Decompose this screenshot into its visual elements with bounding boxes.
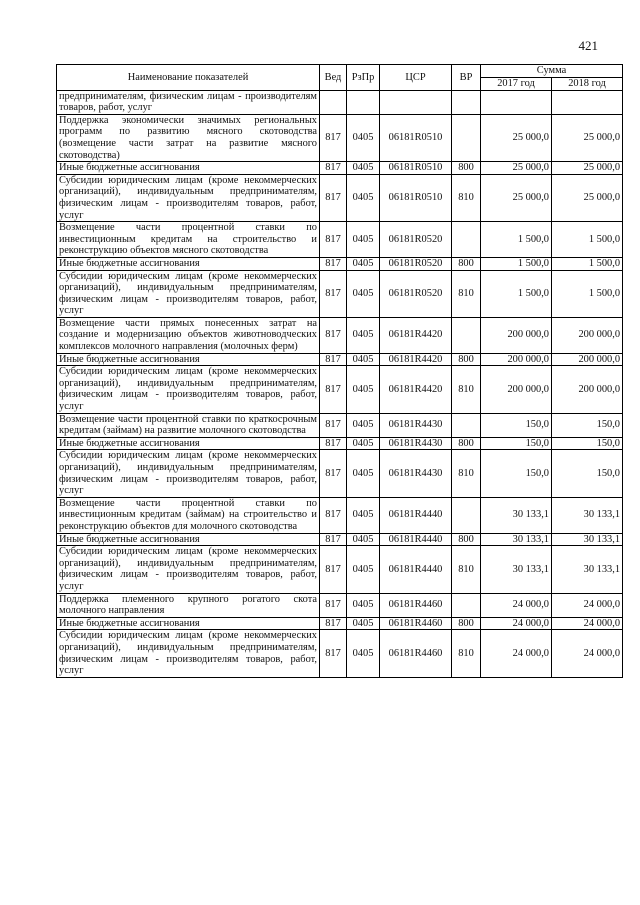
- header-csr: ЦСР: [380, 65, 452, 91]
- table-row: [57, 257, 623, 270]
- header-sum: Сумма: [481, 65, 623, 78]
- row-vr: [452, 222, 481, 258]
- row-name: Поддержка экономически значимых региональных программ по развитию мясного скотоводства (возмещение части затрат на развитие мясного скотоводства): [57, 114, 320, 161]
- row-csr: 06181R4420: [380, 366, 452, 413]
- row-sum-2018: 24 000,0: [552, 593, 623, 617]
- table-row: [57, 353, 623, 366]
- row-csr: 06181R0510: [380, 114, 452, 161]
- row-rzpr: 0405: [347, 533, 380, 546]
- row-csr: 06181R0520: [380, 270, 452, 317]
- row-sum-2018: 24 000,0: [552, 617, 623, 630]
- row-ved: 817: [320, 366, 347, 413]
- table-row: [57, 90, 623, 114]
- row-rzpr: 0405: [347, 617, 380, 630]
- row-rzpr: 0405: [347, 257, 380, 270]
- row-sum-2018: 1 500,0: [552, 270, 623, 317]
- row-sum-2018: 30 133,1: [552, 533, 623, 546]
- header-ved: Вед: [320, 65, 347, 91]
- table-row: [57, 366, 623, 413]
- table-row: [57, 497, 623, 533]
- row-rzpr: 0405: [347, 437, 380, 450]
- row-ved: 817: [320, 450, 347, 497]
- row-csr: 06181R4420: [380, 353, 452, 366]
- row-sum-2018: 30 133,1: [552, 497, 623, 533]
- row-sum-2017: 25 000,0: [481, 162, 552, 175]
- row-sum-2017: 1 500,0: [481, 257, 552, 270]
- row-ved: 817: [320, 413, 347, 437]
- row-name: Субсидии юридическим лицам (кроме некоммерческих организаций), индивидуальным предпринимателям, физическим лицам - производителям товаров, работ, услуг: [57, 630, 320, 677]
- row-ved: 817: [320, 497, 347, 533]
- row-ved: 817: [320, 630, 347, 677]
- row-sum-2017: [481, 90, 552, 114]
- row-rzpr: 0405: [347, 114, 380, 161]
- row-sum-2018: 1 500,0: [552, 257, 623, 270]
- row-csr: 06181R4440: [380, 546, 452, 593]
- row-ved: 817: [320, 617, 347, 630]
- row-sum-2017: 200 000,0: [481, 366, 552, 413]
- row-vr: [452, 497, 481, 533]
- row-ved: 817: [320, 174, 347, 221]
- row-ved: 817: [320, 114, 347, 161]
- table-row: [57, 114, 623, 161]
- row-vr: [452, 413, 481, 437]
- row-name: Возмещение части прямых понесенных затрат на создание и модернизацию объектов животноводческих комплексов молочного направления (молочных ферм): [57, 317, 320, 353]
- row-sum-2017: 25 000,0: [481, 174, 552, 221]
- row-sum-2018: 30 133,1: [552, 546, 623, 593]
- row-sum-2017: 25 000,0: [481, 114, 552, 161]
- table-row: [57, 450, 623, 497]
- row-csr: 06181R0510: [380, 174, 452, 221]
- table-row: [57, 617, 623, 630]
- row-sum-2017: 1 500,0: [481, 270, 552, 317]
- row-rzpr: 0405: [347, 174, 380, 221]
- row-sum-2017: 1 500,0: [481, 222, 552, 258]
- row-rzpr: 0405: [347, 546, 380, 593]
- row-sum-2018: 200 000,0: [552, 317, 623, 353]
- row-sum-2017: 150,0: [481, 413, 552, 437]
- row-vr: [452, 90, 481, 114]
- row-ved: 817: [320, 270, 347, 317]
- row-sum-2017: 24 000,0: [481, 617, 552, 630]
- row-vr: 810: [452, 450, 481, 497]
- row-sum-2018: 200 000,0: [552, 366, 623, 413]
- row-sum-2018: 150,0: [552, 450, 623, 497]
- header-name: Наименование показателей: [57, 65, 320, 91]
- row-sum-2018: 25 000,0: [552, 162, 623, 175]
- row-sum-2017: 150,0: [481, 450, 552, 497]
- row-csr: 06181R4460: [380, 593, 452, 617]
- row-name: Иные бюджетные ассигнования: [57, 353, 320, 366]
- row-ved: 817: [320, 593, 347, 617]
- table-row: [57, 174, 623, 221]
- header-rzpr: РзПр: [347, 65, 380, 91]
- row-vr: 800: [452, 437, 481, 450]
- row-csr: 06181R4430: [380, 413, 452, 437]
- row-ved: 817: [320, 533, 347, 546]
- row-name: Иные бюджетные ассигнования: [57, 617, 320, 630]
- row-sum-2018: 25 000,0: [552, 114, 623, 161]
- row-rzpr: 0405: [347, 630, 380, 677]
- table-row: [57, 437, 623, 450]
- row-ved: 817: [320, 317, 347, 353]
- table-row: [57, 222, 623, 258]
- row-rzpr: 0405: [347, 413, 380, 437]
- table-row: [57, 162, 623, 175]
- table-row: [57, 546, 623, 593]
- row-csr: 06181R4440: [380, 533, 452, 546]
- row-rzpr: 0405: [347, 317, 380, 353]
- page-number: 421: [578, 38, 598, 53]
- row-csr: 06181R4460: [380, 630, 452, 677]
- row-vr: 800: [452, 617, 481, 630]
- row-sum-2017: 200 000,0: [481, 353, 552, 366]
- row-sum-2018: 25 000,0: [552, 174, 623, 221]
- table-row: [57, 630, 623, 677]
- row-name: Субсидии юридическим лицам (кроме некоммерческих организаций), индивидуальным предпринимателям, физическим лицам - производителям товаров, работ, услуг: [57, 450, 320, 497]
- row-vr: 800: [452, 353, 481, 366]
- row-vr: [452, 317, 481, 353]
- row-rzpr: 0405: [347, 593, 380, 617]
- row-csr: 06181R4460: [380, 617, 452, 630]
- row-ved: [320, 90, 347, 114]
- row-sum-2017: 30 133,1: [481, 497, 552, 533]
- budget-table: [56, 64, 623, 678]
- row-sum-2017: 30 133,1: [481, 546, 552, 593]
- row-name: Возмещение части процентной ставки по инвестиционным кредитам (займам) на строительство и реконструкцию объектов для молочного скотоводства: [57, 497, 320, 533]
- row-rzpr: 0405: [347, 497, 380, 533]
- table-row: [57, 270, 623, 317]
- row-vr: 800: [452, 257, 481, 270]
- row-ved: 817: [320, 257, 347, 270]
- row-rzpr: 0405: [347, 222, 380, 258]
- row-csr: [380, 90, 452, 114]
- row-name: Субсидии юридическим лицам (кроме некоммерческих организаций), индивидуальным предпринимателям, физическим лицам - производителям товаров, работ, услуг: [57, 366, 320, 413]
- header-year-2017: 2017 год: [481, 77, 552, 90]
- row-name: Иные бюджетные ассигнования: [57, 162, 320, 175]
- row-ved: 817: [320, 546, 347, 593]
- row-rzpr: [347, 90, 380, 114]
- row-vr: 810: [452, 174, 481, 221]
- row-rzpr: 0405: [347, 270, 380, 317]
- row-sum-2018: 150,0: [552, 413, 623, 437]
- table-row: [57, 593, 623, 617]
- row-name: Субсидии юридическим лицам (кроме некоммерческих организаций), индивидуальным предпринимателям, физическим лицам - производителям товаров, работ, услуг: [57, 270, 320, 317]
- row-sum-2017: 24 000,0: [481, 593, 552, 617]
- row-csr: 06181R0520: [380, 222, 452, 258]
- table-row: [57, 413, 623, 437]
- header-vr: ВР: [452, 65, 481, 91]
- row-sum-2018: [552, 90, 623, 114]
- row-name: Субсидии юридическим лицам (кроме некоммерческих организаций), индивидуальным предпринимателям, физическим лицам - производителям товаров, работ, услуг: [57, 174, 320, 221]
- row-rzpr: 0405: [347, 353, 380, 366]
- row-sum-2018: 24 000,0: [552, 630, 623, 677]
- row-sum-2017: 30 133,1: [481, 533, 552, 546]
- row-ved: 817: [320, 437, 347, 450]
- row-csr: 06181R0520: [380, 257, 452, 270]
- row-ved: 817: [320, 222, 347, 258]
- row-rzpr: 0405: [347, 450, 380, 497]
- table-row: [57, 317, 623, 353]
- row-vr: 810: [452, 270, 481, 317]
- header-year-2018: 2018 год: [552, 77, 623, 90]
- row-csr: 06181R4430: [380, 450, 452, 497]
- row-vr: 800: [452, 162, 481, 175]
- row-name: Иные бюджетные ассигнования: [57, 437, 320, 450]
- table-body: [57, 90, 623, 677]
- row-name: Иные бюджетные ассигнования: [57, 257, 320, 270]
- row-name: предпринимателям, физическим лицам - производителям товаров, работ, услуг: [57, 90, 320, 114]
- row-sum-2017: 200 000,0: [481, 317, 552, 353]
- row-vr: 810: [452, 366, 481, 413]
- row-name: Субсидии юридическим лицам (кроме некоммерческих организаций), индивидуальным предпринимателям, физическим лицам - производителям товаров, работ, услуг: [57, 546, 320, 593]
- row-sum-2018: 200 000,0: [552, 353, 623, 366]
- row-csr: 06181R4440: [380, 497, 452, 533]
- row-csr: 06181R0510: [380, 162, 452, 175]
- row-ved: 817: [320, 353, 347, 366]
- row-csr: 06181R4420: [380, 317, 452, 353]
- row-rzpr: 0405: [347, 162, 380, 175]
- row-vr: 800: [452, 533, 481, 546]
- row-name: Поддержка племенного крупного рогатого скота молочного направления: [57, 593, 320, 617]
- row-vr: [452, 593, 481, 617]
- row-vr: [452, 114, 481, 161]
- row-sum-2017: 24 000,0: [481, 630, 552, 677]
- row-ved: 817: [320, 162, 347, 175]
- row-sum-2018: 150,0: [552, 437, 623, 450]
- row-name: Возмещение части процентной ставки по краткосрочным кредитам (займам) на развитие молочного скотоводства: [57, 413, 320, 437]
- table-row: [57, 533, 623, 546]
- row-csr: 06181R4430: [380, 437, 452, 450]
- row-sum-2018: 1 500,0: [552, 222, 623, 258]
- row-sum-2017: 150,0: [481, 437, 552, 450]
- row-rzpr: 0405: [347, 366, 380, 413]
- row-vr: 810: [452, 546, 481, 593]
- row-name: Возмещение части процентной ставки по инвестиционным кредитам на строительство и реконструкцию объектов мясного скотоводства: [57, 222, 320, 258]
- row-name: Иные бюджетные ассигнования: [57, 533, 320, 546]
- row-vr: 810: [452, 630, 481, 677]
